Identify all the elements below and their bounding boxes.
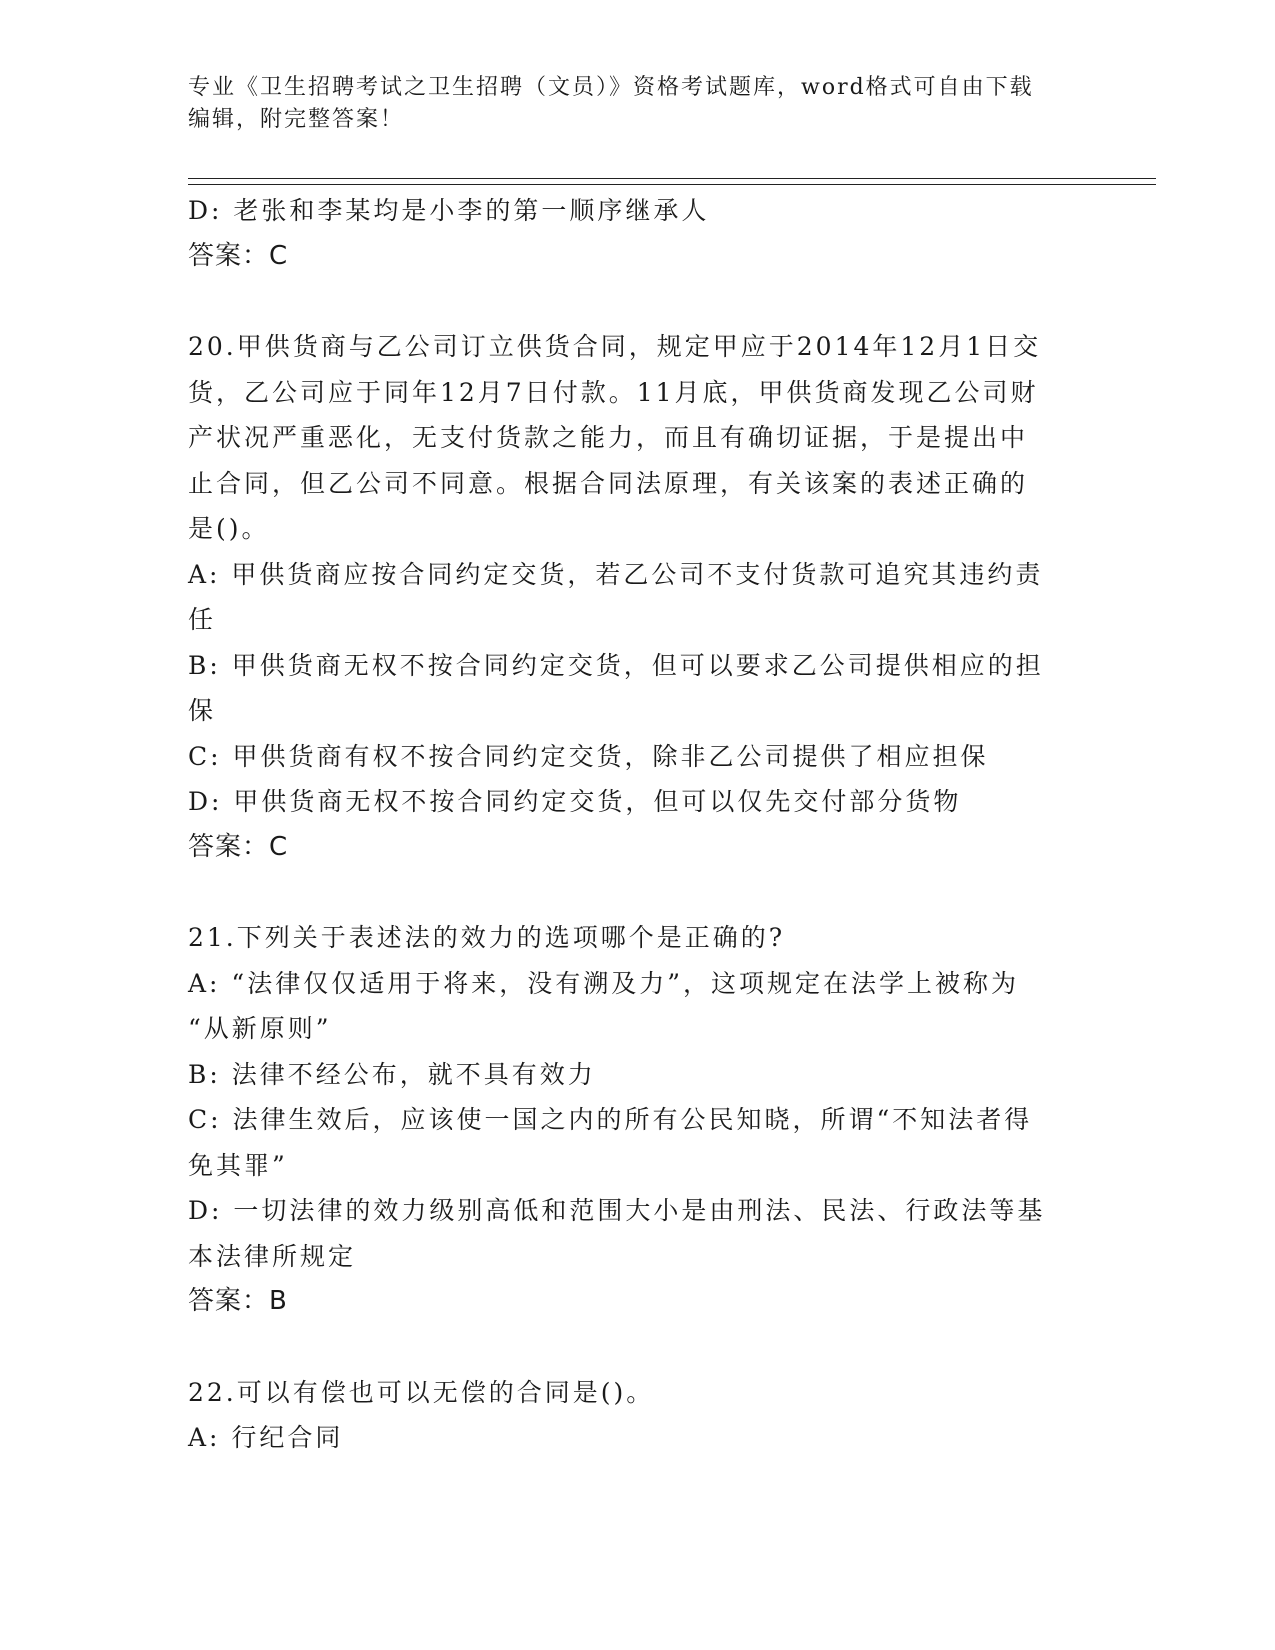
question-stem-line: 产状况严重恶化，无支付货款之能力，而且有确切证据，于是提出中 [188,423,1029,452]
question-stem-line: 止合同，但乙公司不同意。根据合同法原理，有关该案的表述正确的 [188,468,1029,498]
option-a: A: 甲供货商应按合同约定交货，若乙公司不支付货款可追究其违约责 [188,559,1044,589]
header-line-1: 专业《卫生招聘考试之卫生招聘（文员）》资格考试题库，word格式可自由下载 [188,75,1034,100]
question-stem-line: 是()。 [188,514,270,543]
answer: 答案：C [188,831,289,862]
option-b: B: 甲供货商无权不按合同约定交货，但可以要求乙公司提供相应的担 [188,650,1044,680]
previous-question-tail [188,188,1088,279]
question-stem-line: 20.甲供货商与乙公司订立供货合同，规定甲应于2014年12月1日交 [188,332,1042,361]
question-stem-line: 货，乙公司应于同年12月7日付款。11月底，甲供货商发现乙公司财 [188,377,1039,407]
header-line-2: 编辑，附完整答案！ [188,107,405,132]
answer: 答案：C [188,240,289,271]
question-stem-line: 22.可以有偿也可以无偿的合同是()。 [188,1377,655,1407]
question-stem-line: 21.下列关于表述法的效力的选项哪个是正确的? [188,923,786,952]
header-divider [188,178,1156,185]
answer: 答案：B [188,1286,288,1316]
option-c: C: 法律生效后，应该使一国之内的所有公民知晓，所谓“不知法者得 [188,1105,1033,1134]
option-c-cont: 免其罪” [188,1150,288,1180]
option-a-cont: “从新原则” [188,1014,332,1043]
question-22 [188,1370,1088,1461]
option-d: D: 老张和李某均是小李的第一顺序继承人 [188,196,710,225]
option-b-cont: 保 [188,696,217,725]
option-d-cont: 本法律所规定 [188,1241,357,1271]
option-d: D: 甲供货商无权不按合同约定交货，但可以仅先交付部分货物 [188,787,962,816]
option-a: A: “法律仅仅适用于将来，没有溯及力”，这项规定在法学上被称为 [188,968,1019,998]
question-21 [188,915,1088,1325]
option-a: A: 行纪合同 [188,1423,344,1452]
option-b: B: 法律不经公布，就不具有效力 [188,1059,596,1089]
option-d: D: 一切法律的效力级别高低和范围大小是由刑法、民法、行政法等基 [188,1196,1046,1225]
option-a-cont: 任 [188,605,217,634]
question-20 [188,324,1088,870]
document-body [188,188,1088,1461]
option-c: C: 甲供货商有权不按合同约定交货，除非乙公司提供了相应担保 [188,741,989,771]
page-header [188,72,1088,136]
